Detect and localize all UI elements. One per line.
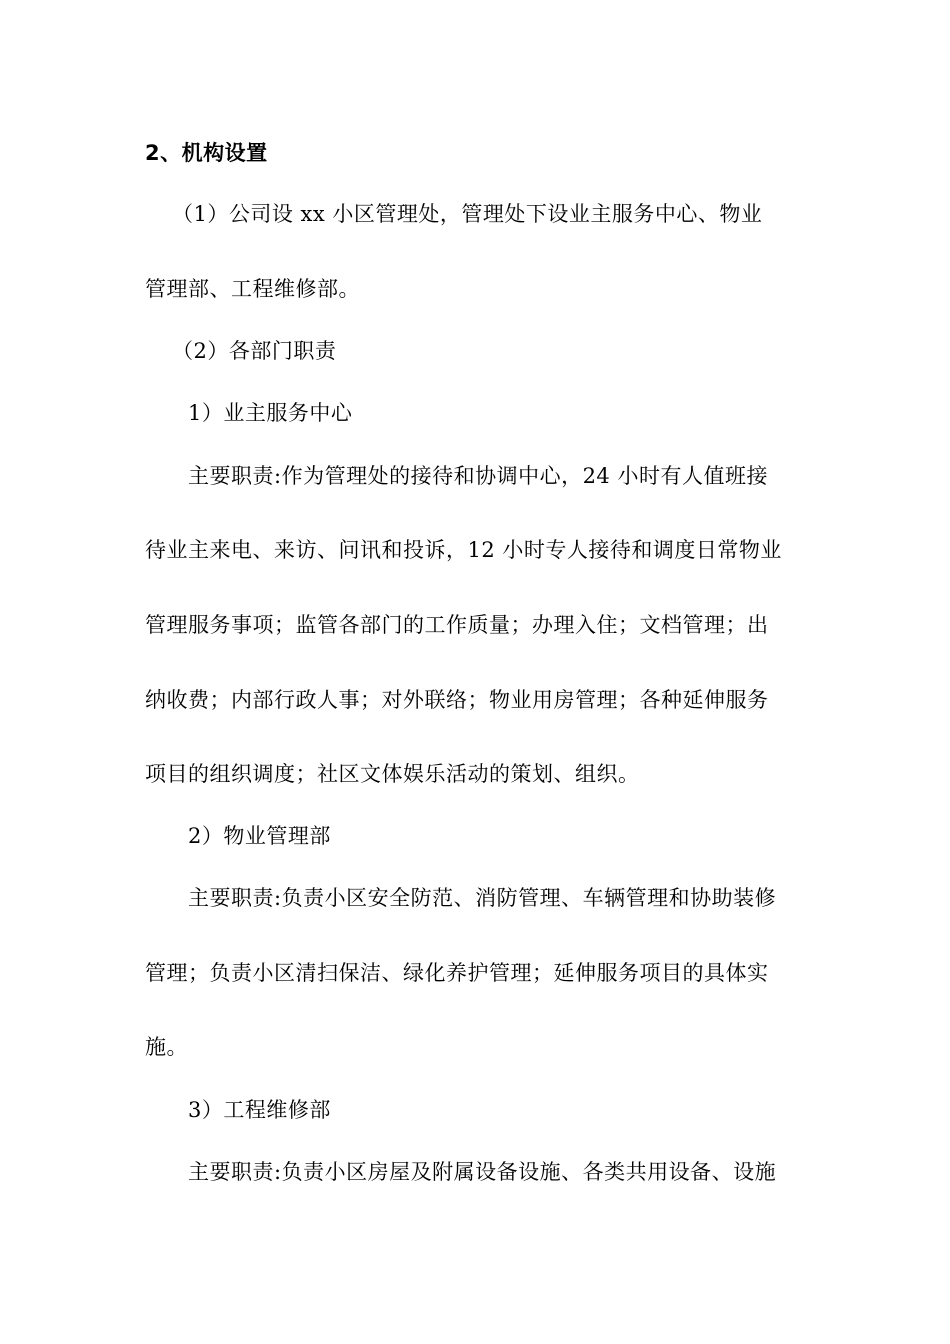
paragraph-line: 纳收费；内部行政人事；对外联络；物业用房管理；各种延伸服务 [145, 688, 769, 712]
paragraph-line: 待业主来电、来访、问讯和投诉，12 小时专人接待和调度日常物业 [145, 538, 782, 562]
paragraph-line: 管理部、工程维修部。 [145, 277, 360, 301]
paragraph-line: 主要职责:负责小区安全防范、消防管理、车辆管理和协助装修 [188, 886, 777, 910]
department-title: 2）物业管理部 [188, 824, 331, 848]
paragraph-line: 主要职责:负责小区房屋及附属设备设施、各类共用设备、设施 [188, 1160, 777, 1184]
paragraph-line: （1）公司设 xx 小区管理处，管理处下设业主服务中心、物业 [172, 202, 763, 226]
department-title: 3）工程维修部 [188, 1098, 331, 1122]
paragraph-line: 管理服务事项；监管各部门的工作质量；办理入住；文档管理；出 [145, 613, 769, 637]
department-title: 1）业主服务中心 [188, 401, 353, 425]
section-heading: 2、机构设置 [145, 141, 268, 165]
paragraph-line: 项目的组织调度；社区文体娱乐活动的策划、组织。 [145, 762, 640, 786]
paragraph-line: 主要职责:作为管理处的接待和协调中心，24 小时有人值班接 [188, 464, 768, 488]
paragraph-line: 施。 [145, 1035, 188, 1059]
paragraph-line: 管理；负责小区清扫保洁、绿化养护管理；延伸服务项目的具体实 [145, 961, 769, 985]
subsection-title: （2）各部门职责 [172, 339, 337, 363]
